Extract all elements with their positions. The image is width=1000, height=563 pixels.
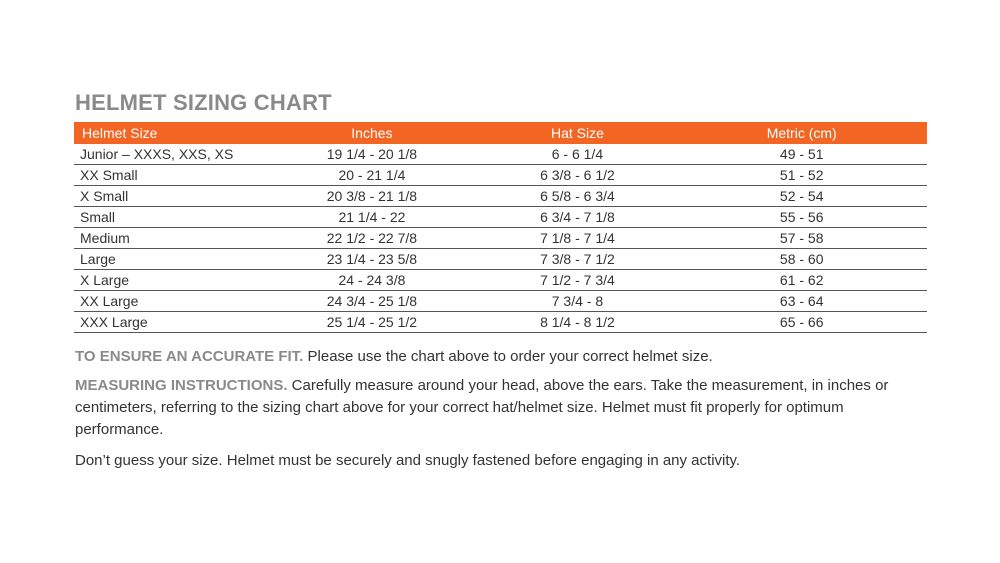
cell-hat-size: 7 1/2 - 7 3/4 [478,270,676,291]
column-header-metric: Metric (cm) [676,122,927,144]
cell-helmet-size: X Large [74,270,265,291]
table-row [74,144,927,165]
fit-text: Please use the chart above to order your correct helmet size. [303,348,713,365]
table-header [74,122,927,144]
table-row [74,291,927,312]
cell-inches: 25 1/4 - 25 1/2 [265,312,478,333]
fit-paragraph [75,346,925,368]
warning-paragraph: Don’t guess your size. Helmet must be securely and snugly fastened before engaging in any activity. [75,452,741,469]
cell-metric: 49 - 51 [676,144,927,165]
cell-inches: 22 1/2 - 22 7/8 [265,228,478,249]
table-row [74,312,927,333]
table-row [74,186,927,207]
cell-helmet-size: XXX Large [74,312,265,333]
cell-helmet-size: X Small [74,186,265,207]
cell-metric: 57 - 58 [676,228,927,249]
cell-inches: 20 - 21 1/4 [265,165,478,186]
cell-helmet-size: Medium [74,228,265,249]
cell-inches: 21 1/4 - 22 [265,207,478,228]
cell-hat-size: 6 - 6 1/4 [478,144,676,165]
table-body [74,144,927,333]
cell-metric: 63 - 64 [676,291,927,312]
cell-helmet-size: Small [74,207,265,228]
cell-hat-size: 7 1/8 - 7 1/4 [478,228,676,249]
measuring-lead: MEASURING INSTRUCTIONS. [75,377,288,394]
cell-inches: 24 3/4 - 25 1/8 [265,291,478,312]
column-header-inches: Inches [265,122,478,144]
cell-hat-size: 7 3/4 - 8 [478,291,676,312]
cell-hat-size: 6 5/8 - 6 3/4 [478,186,676,207]
cell-metric: 55 - 56 [676,207,927,228]
cell-inches: 19 1/4 - 20 1/8 [265,144,478,165]
cell-metric: 52 - 54 [676,186,927,207]
cell-metric: 65 - 66 [676,312,927,333]
cell-metric: 51 - 52 [676,165,927,186]
table-header-row [74,122,927,144]
cell-hat-size: 7 3/8 - 7 1/2 [478,249,676,270]
cell-inches: 20 3/8 - 21 1/8 [265,186,478,207]
cell-helmet-size: XX Large [74,291,265,312]
table-row [74,249,927,270]
cell-hat-size: 6 3/4 - 7 1/8 [478,207,676,228]
cell-inches: 24 - 24 3/8 [265,270,478,291]
column-header-helmet-size: Helmet Size [74,122,265,144]
fit-lead: TO ENSURE AN ACCURATE FIT. [75,348,304,365]
cell-helmet-size: XX Small [74,165,265,186]
cell-metric: 61 - 62 [676,270,927,291]
measuring-text: Carefully measure around your head, above the ears. Take the measurement, in inches or centimeters, referring to the sizing chart above for your correct hat/helmet size. Helmet must fit properly for optimum performance. [75,377,889,438]
table-row [74,228,927,249]
cell-inches: 23 1/4 - 23 5/8 [265,249,478,270]
table-row [74,165,927,186]
measuring-paragraph [75,375,925,441]
table-row [74,207,927,228]
page-title: HELMET SIZING CHART [75,90,332,115]
cell-helmet-size: Junior – XXXS, XXS, XS [74,144,265,165]
cell-metric: 58 - 60 [676,249,927,270]
cell-hat-size: 8 1/4 - 8 1/2 [478,312,676,333]
sizing-table [74,122,927,333]
column-header-hat-size: Hat Size [478,122,676,144]
cell-hat-size: 6 3/8 - 6 1/2 [478,165,676,186]
cell-helmet-size: Large [74,249,265,270]
table-row [74,270,927,291]
